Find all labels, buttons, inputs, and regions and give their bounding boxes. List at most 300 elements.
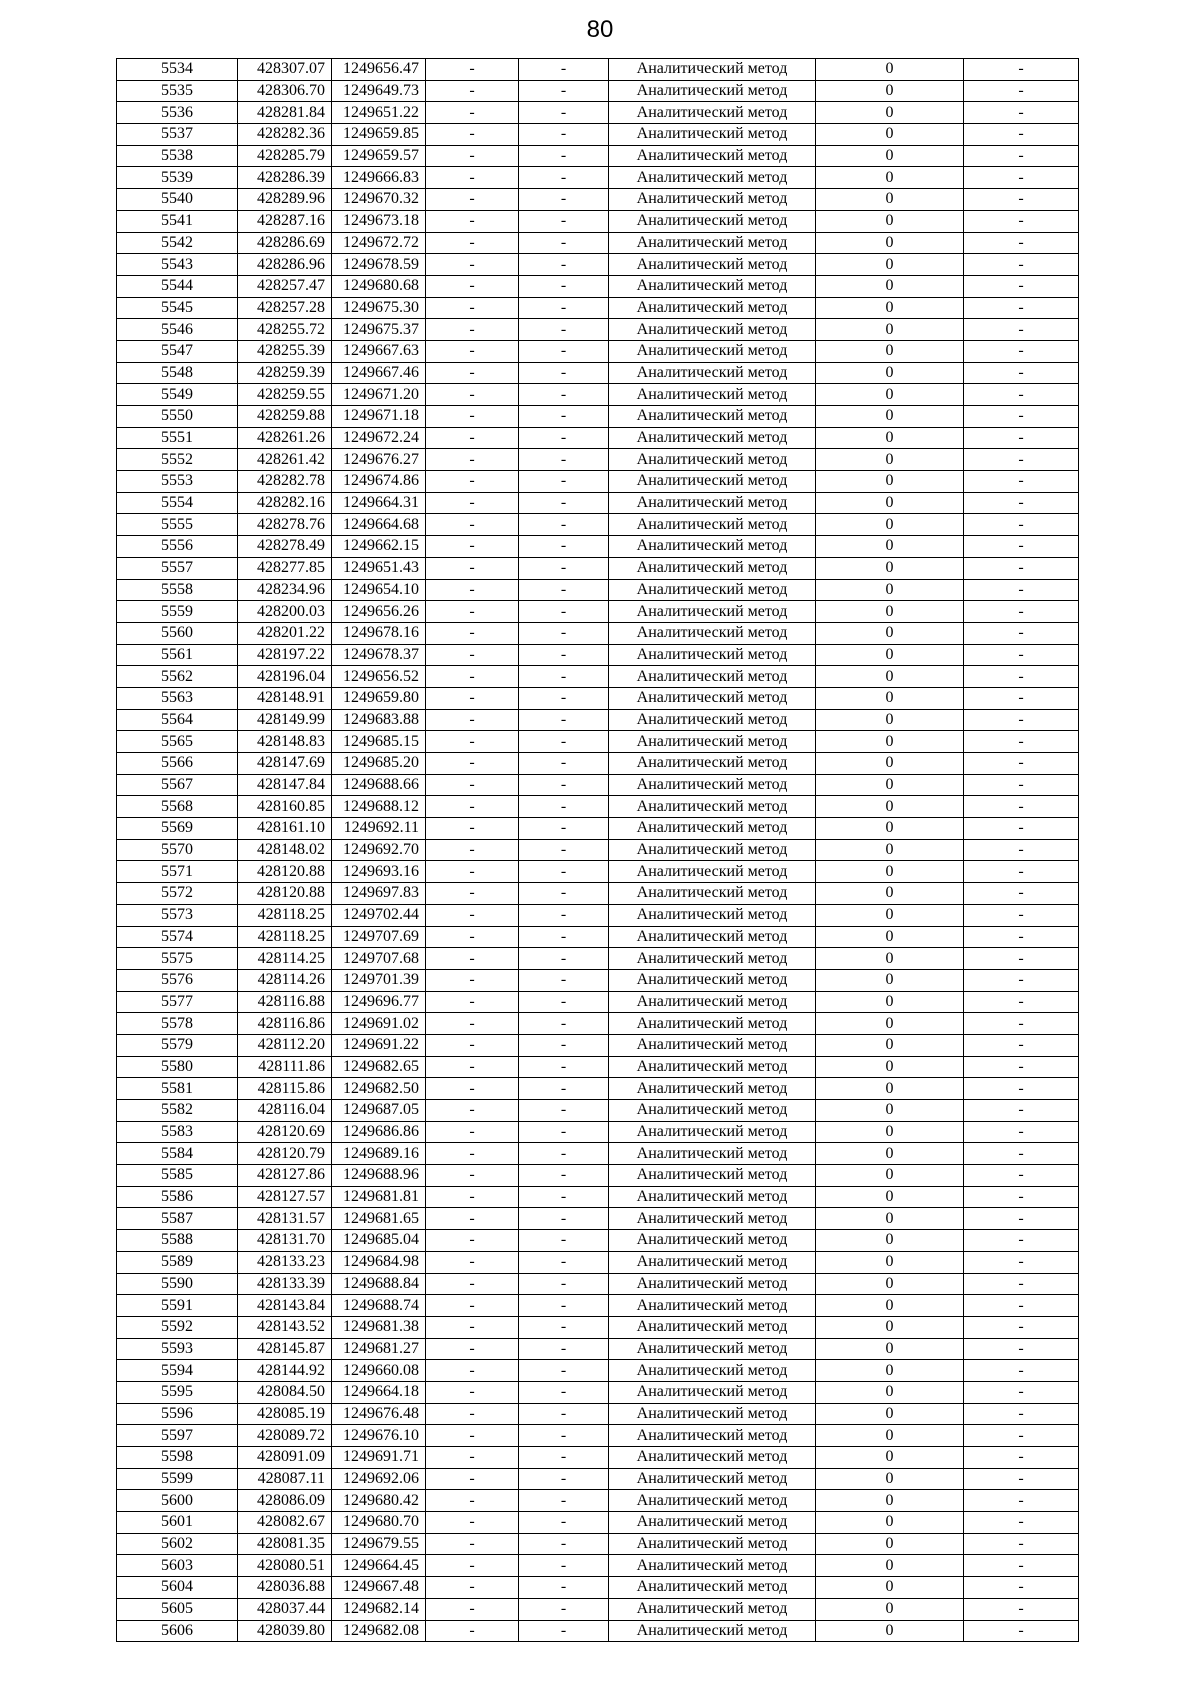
point-number-cell: 5571 xyxy=(117,861,238,883)
y-coordinate-cell: 1249672.24 xyxy=(332,427,426,449)
value-cell: 0 xyxy=(816,1620,964,1642)
method-cell: Аналитический метод xyxy=(609,861,816,883)
dash-cell: - xyxy=(519,687,609,709)
y-coordinate-cell: 1249682.50 xyxy=(332,1078,426,1100)
method-cell: Аналитический метод xyxy=(609,297,816,319)
dash-cell: - xyxy=(426,948,519,970)
table-row xyxy=(117,644,1079,666)
point-number-cell: 5581 xyxy=(117,1078,238,1100)
table-row xyxy=(117,1056,1079,1078)
x-coordinate-cell: 428306.70 xyxy=(238,80,332,102)
dash-cell: - xyxy=(519,1447,609,1469)
dash-cell: - xyxy=(964,709,1079,731)
dash-cell: - xyxy=(519,1165,609,1187)
dash-cell: - xyxy=(964,796,1079,818)
dash-cell: - xyxy=(519,969,609,991)
dash-cell: - xyxy=(519,449,609,471)
dash-cell: - xyxy=(964,1468,1079,1490)
method-cell: Аналитический метод xyxy=(609,904,816,926)
value-cell: 0 xyxy=(816,1468,964,1490)
method-cell: Аналитический метод xyxy=(609,601,816,623)
dash-cell: - xyxy=(964,362,1079,384)
method-cell: Аналитический метод xyxy=(609,1403,816,1425)
value-cell: 0 xyxy=(816,384,964,406)
y-coordinate-cell: 1249685.04 xyxy=(332,1230,426,1252)
method-cell: Аналитический метод xyxy=(609,275,816,297)
x-coordinate-cell: 428259.55 xyxy=(238,384,332,406)
table-row xyxy=(117,687,1079,709)
method-cell: Аналитический метод xyxy=(609,1338,816,1360)
method-cell: Аналитический метод xyxy=(609,1251,816,1273)
dash-cell: - xyxy=(426,1338,519,1360)
method-cell: Аналитический метод xyxy=(609,80,816,102)
y-coordinate-cell: 1249701.39 xyxy=(332,969,426,991)
value-cell: 0 xyxy=(816,1533,964,1555)
dash-cell: - xyxy=(964,1381,1079,1403)
y-coordinate-cell: 1249692.70 xyxy=(332,839,426,861)
dash-cell: - xyxy=(519,1251,609,1273)
value-cell: 0 xyxy=(816,883,964,905)
dash-cell: - xyxy=(519,59,609,81)
table-row xyxy=(117,124,1079,146)
dash-cell: - xyxy=(426,904,519,926)
y-coordinate-cell: 1249660.08 xyxy=(332,1360,426,1382)
dash-cell: - xyxy=(964,883,1079,905)
y-coordinate-cell: 1249676.48 xyxy=(332,1403,426,1425)
point-number-cell: 5594 xyxy=(117,1360,238,1382)
value-cell: 0 xyxy=(816,1034,964,1056)
point-number-cell: 5598 xyxy=(117,1447,238,1469)
y-coordinate-cell: 1249702.44 xyxy=(332,904,426,926)
value-cell: 0 xyxy=(816,991,964,1013)
dash-cell: - xyxy=(426,124,519,146)
y-coordinate-cell: 1249684.98 xyxy=(332,1251,426,1273)
point-number-cell: 5540 xyxy=(117,189,238,211)
point-number-cell: 5591 xyxy=(117,1295,238,1317)
method-cell: Аналитический метод xyxy=(609,167,816,189)
dash-cell: - xyxy=(964,1230,1079,1252)
method-cell: Аналитический метод xyxy=(609,948,816,970)
dash-cell: - xyxy=(519,1121,609,1143)
dash-cell: - xyxy=(964,1316,1079,1338)
method-cell: Аналитический метод xyxy=(609,1447,816,1469)
value-cell: 0 xyxy=(816,1100,964,1122)
dash-cell: - xyxy=(519,124,609,146)
dash-cell: - xyxy=(426,340,519,362)
y-coordinate-cell: 1249682.65 xyxy=(332,1056,426,1078)
dash-cell: - xyxy=(964,666,1079,688)
dash-cell: - xyxy=(519,232,609,254)
x-coordinate-cell: 428086.09 xyxy=(238,1490,332,1512)
point-number-cell: 5572 xyxy=(117,883,238,905)
dash-cell: - xyxy=(426,1165,519,1187)
point-number-cell: 5557 xyxy=(117,557,238,579)
y-coordinate-cell: 1249659.80 xyxy=(332,687,426,709)
value-cell: 0 xyxy=(816,601,964,623)
point-number-cell: 5601 xyxy=(117,1512,238,1534)
method-cell: Аналитический метод xyxy=(609,666,816,688)
x-coordinate-cell: 428257.28 xyxy=(238,297,332,319)
value-cell: 0 xyxy=(816,145,964,167)
method-cell: Аналитический метод xyxy=(609,1208,816,1230)
point-number-cell: 5555 xyxy=(117,514,238,536)
y-coordinate-cell: 1249678.37 xyxy=(332,644,426,666)
point-number-cell: 5602 xyxy=(117,1533,238,1555)
value-cell: 0 xyxy=(816,514,964,536)
dash-cell: - xyxy=(426,1251,519,1273)
value-cell: 0 xyxy=(816,1078,964,1100)
table-row xyxy=(117,1468,1079,1490)
x-coordinate-cell: 428131.57 xyxy=(238,1208,332,1230)
point-number-cell: 5586 xyxy=(117,1186,238,1208)
y-coordinate-cell: 1249686.86 xyxy=(332,1121,426,1143)
method-cell: Аналитический метод xyxy=(609,1078,816,1100)
table-row xyxy=(117,1186,1079,1208)
method-cell: Аналитический метод xyxy=(609,709,816,731)
value-cell: 0 xyxy=(816,254,964,276)
dash-cell: - xyxy=(519,362,609,384)
table-row xyxy=(117,1013,1079,1035)
dash-cell: - xyxy=(964,1490,1079,1512)
x-coordinate-cell: 428148.02 xyxy=(238,839,332,861)
dash-cell: - xyxy=(964,1295,1079,1317)
dash-cell: - xyxy=(426,384,519,406)
table-row xyxy=(117,1598,1079,1620)
table-row xyxy=(117,1447,1079,1469)
value-cell: 0 xyxy=(816,319,964,341)
y-coordinate-cell: 1249681.65 xyxy=(332,1208,426,1230)
x-coordinate-cell: 428037.44 xyxy=(238,1598,332,1620)
value-cell: 0 xyxy=(816,1447,964,1469)
dash-cell: - xyxy=(426,1034,519,1056)
x-coordinate-cell: 428084.50 xyxy=(238,1381,332,1403)
point-number-cell: 5574 xyxy=(117,926,238,948)
x-coordinate-cell: 428148.91 xyxy=(238,687,332,709)
y-coordinate-cell: 1249691.22 xyxy=(332,1034,426,1056)
table-row xyxy=(117,59,1079,81)
value-cell: 0 xyxy=(816,1403,964,1425)
method-cell: Аналитический метод xyxy=(609,557,816,579)
x-coordinate-cell: 428120.79 xyxy=(238,1143,332,1165)
method-cell: Аналитический метод xyxy=(609,991,816,1013)
method-cell: Аналитический метод xyxy=(609,969,816,991)
dash-cell: - xyxy=(426,1143,519,1165)
value-cell: 0 xyxy=(816,102,964,124)
x-coordinate-cell: 428259.39 xyxy=(238,362,332,384)
dash-cell: - xyxy=(964,427,1079,449)
dash-cell: - xyxy=(426,232,519,254)
x-coordinate-cell: 428120.69 xyxy=(238,1121,332,1143)
x-coordinate-cell: 428278.49 xyxy=(238,536,332,558)
dash-cell: - xyxy=(426,275,519,297)
x-coordinate-cell: 428148.83 xyxy=(238,731,332,753)
method-cell: Аналитический метод xyxy=(609,1425,816,1447)
point-number-cell: 5584 xyxy=(117,1143,238,1165)
y-coordinate-cell: 1249670.32 xyxy=(332,189,426,211)
dash-cell: - xyxy=(426,210,519,232)
table-row xyxy=(117,1034,1079,1056)
y-coordinate-cell: 1249687.05 xyxy=(332,1100,426,1122)
table-row xyxy=(117,80,1079,102)
dash-cell: - xyxy=(426,536,519,558)
dash-cell: - xyxy=(964,297,1079,319)
dash-cell: - xyxy=(519,644,609,666)
dash-cell: - xyxy=(519,1381,609,1403)
x-coordinate-cell: 428261.26 xyxy=(238,427,332,449)
x-coordinate-cell: 428200.03 xyxy=(238,601,332,623)
dash-cell: - xyxy=(519,275,609,297)
dash-cell: - xyxy=(964,1577,1079,1599)
method-cell: Аналитический метод xyxy=(609,1577,816,1599)
dash-cell: - xyxy=(964,1273,1079,1295)
value-cell: 0 xyxy=(816,1186,964,1208)
dash-cell: - xyxy=(964,471,1079,493)
table-row xyxy=(117,622,1079,644)
point-number-cell: 5580 xyxy=(117,1056,238,1078)
value-cell: 0 xyxy=(816,774,964,796)
x-coordinate-cell: 428286.96 xyxy=(238,254,332,276)
dash-cell: - xyxy=(426,1121,519,1143)
point-number-cell: 5535 xyxy=(117,80,238,102)
table-row xyxy=(117,709,1079,731)
table-row xyxy=(117,1273,1079,1295)
x-coordinate-cell: 428085.19 xyxy=(238,1403,332,1425)
point-number-cell: 5552 xyxy=(117,449,238,471)
value-cell: 0 xyxy=(816,124,964,146)
table-row xyxy=(117,926,1079,948)
x-coordinate-cell: 428116.86 xyxy=(238,1013,332,1035)
dash-cell: - xyxy=(426,753,519,775)
x-coordinate-cell: 428147.69 xyxy=(238,753,332,775)
table-row xyxy=(117,969,1079,991)
y-coordinate-cell: 1249675.37 xyxy=(332,319,426,341)
point-number-cell: 5543 xyxy=(117,254,238,276)
y-coordinate-cell: 1249656.26 xyxy=(332,601,426,623)
method-cell: Аналитический метод xyxy=(609,644,816,666)
x-coordinate-cell: 428257.47 xyxy=(238,275,332,297)
dash-cell: - xyxy=(964,384,1079,406)
dash-cell: - xyxy=(519,948,609,970)
page-number: 80 xyxy=(586,16,614,43)
dash-cell: - xyxy=(426,1468,519,1490)
point-number-cell: 5547 xyxy=(117,340,238,362)
dash-cell: - xyxy=(426,1425,519,1447)
point-number-cell: 5537 xyxy=(117,124,238,146)
point-number-cell: 5589 xyxy=(117,1251,238,1273)
dash-cell: - xyxy=(519,1295,609,1317)
table-row xyxy=(117,297,1079,319)
dash-cell: - xyxy=(964,948,1079,970)
method-cell: Аналитический метод xyxy=(609,59,816,81)
method-cell: Аналитический метод xyxy=(609,319,816,341)
method-cell: Аналитический метод xyxy=(609,1165,816,1187)
dash-cell: - xyxy=(519,254,609,276)
point-number-cell: 5606 xyxy=(117,1620,238,1642)
x-coordinate-cell: 428133.39 xyxy=(238,1273,332,1295)
point-number-cell: 5564 xyxy=(117,709,238,731)
y-coordinate-cell: 1249682.08 xyxy=(332,1620,426,1642)
dash-cell: - xyxy=(426,883,519,905)
method-cell: Аналитический метод xyxy=(609,818,816,840)
method-cell: Аналитический метод xyxy=(609,1273,816,1295)
dash-cell: - xyxy=(964,1013,1079,1035)
dash-cell: - xyxy=(964,622,1079,644)
method-cell: Аналитический метод xyxy=(609,1533,816,1555)
method-cell: Аналитический метод xyxy=(609,427,816,449)
y-coordinate-cell: 1249676.27 xyxy=(332,449,426,471)
point-number-cell: 5587 xyxy=(117,1208,238,1230)
dash-cell: - xyxy=(964,687,1079,709)
method-cell: Аналитический метод xyxy=(609,883,816,905)
method-cell: Аналитический метод xyxy=(609,362,816,384)
method-cell: Аналитический метод xyxy=(609,1468,816,1490)
dash-cell: - xyxy=(426,471,519,493)
y-coordinate-cell: 1249654.10 xyxy=(332,579,426,601)
y-coordinate-cell: 1249664.68 xyxy=(332,514,426,536)
y-coordinate-cell: 1249666.83 xyxy=(332,167,426,189)
value-cell: 0 xyxy=(816,1598,964,1620)
dash-cell: - xyxy=(519,1056,609,1078)
dash-cell: - xyxy=(519,536,609,558)
dash-cell: - xyxy=(426,1620,519,1642)
point-number-cell: 5595 xyxy=(117,1381,238,1403)
value-cell: 0 xyxy=(816,1295,964,1317)
table-row xyxy=(117,102,1079,124)
method-cell: Аналитический метод xyxy=(609,340,816,362)
y-coordinate-cell: 1249662.15 xyxy=(332,536,426,558)
y-coordinate-cell: 1249680.42 xyxy=(332,1490,426,1512)
dash-cell: - xyxy=(964,1620,1079,1642)
dash-cell: - xyxy=(426,1598,519,1620)
dash-cell: - xyxy=(964,275,1079,297)
value-cell: 0 xyxy=(816,449,964,471)
dash-cell: - xyxy=(519,926,609,948)
dash-cell: - xyxy=(426,1381,519,1403)
table-row xyxy=(117,1490,1079,1512)
x-coordinate-cell: 428282.78 xyxy=(238,471,332,493)
point-number-cell: 5542 xyxy=(117,232,238,254)
dash-cell: - xyxy=(426,601,519,623)
x-coordinate-cell: 428127.86 xyxy=(238,1165,332,1187)
x-coordinate-cell: 428089.72 xyxy=(238,1425,332,1447)
table-row xyxy=(117,883,1079,905)
table-row xyxy=(117,991,1079,1013)
value-cell: 0 xyxy=(816,839,964,861)
y-coordinate-cell: 1249651.43 xyxy=(332,557,426,579)
y-coordinate-cell: 1249672.72 xyxy=(332,232,426,254)
dash-cell: - xyxy=(519,471,609,493)
point-number-cell: 5549 xyxy=(117,384,238,406)
dash-cell: - xyxy=(426,1078,519,1100)
point-number-cell: 5561 xyxy=(117,644,238,666)
dash-cell: - xyxy=(964,406,1079,428)
method-cell: Аналитический метод xyxy=(609,753,816,775)
point-number-cell: 5604 xyxy=(117,1577,238,1599)
dash-cell: - xyxy=(426,1403,519,1425)
dash-cell: - xyxy=(426,1013,519,1035)
coordinates-table xyxy=(116,58,1079,1642)
table-row xyxy=(117,1295,1079,1317)
x-coordinate-cell: 428197.22 xyxy=(238,644,332,666)
x-coordinate-cell: 428120.88 xyxy=(238,883,332,905)
table-row xyxy=(117,579,1079,601)
method-cell: Аналитический метод xyxy=(609,1316,816,1338)
dash-cell: - xyxy=(519,1360,609,1382)
x-coordinate-cell: 428149.99 xyxy=(238,709,332,731)
y-coordinate-cell: 1249667.46 xyxy=(332,362,426,384)
table-row xyxy=(117,384,1079,406)
value-cell: 0 xyxy=(816,753,964,775)
table-row xyxy=(117,601,1079,623)
dash-cell: - xyxy=(519,1208,609,1230)
dash-cell: - xyxy=(964,1338,1079,1360)
dash-cell: - xyxy=(519,1577,609,1599)
method-cell: Аналитический метод xyxy=(609,1013,816,1035)
dash-cell: - xyxy=(426,1490,519,1512)
table-row xyxy=(117,471,1079,493)
point-number-cell: 5590 xyxy=(117,1273,238,1295)
method-cell: Аналитический метод xyxy=(609,1295,816,1317)
table-row xyxy=(117,492,1079,514)
y-coordinate-cell: 1249688.66 xyxy=(332,774,426,796)
value-cell: 0 xyxy=(816,536,964,558)
dash-cell: - xyxy=(426,1577,519,1599)
y-coordinate-cell: 1249664.45 xyxy=(332,1555,426,1577)
value-cell: 0 xyxy=(816,948,964,970)
dash-cell: - xyxy=(426,145,519,167)
dash-cell: - xyxy=(519,1425,609,1447)
dash-cell: - xyxy=(964,818,1079,840)
dash-cell: - xyxy=(964,601,1079,623)
dash-cell: - xyxy=(964,1078,1079,1100)
point-number-cell: 5559 xyxy=(117,601,238,623)
y-coordinate-cell: 1249692.11 xyxy=(332,818,426,840)
dash-cell: - xyxy=(964,145,1079,167)
dash-cell: - xyxy=(519,601,609,623)
dash-cell: - xyxy=(426,1512,519,1534)
dash-cell: - xyxy=(964,124,1079,146)
dash-cell: - xyxy=(964,1598,1079,1620)
value-cell: 0 xyxy=(816,1555,964,1577)
table-row xyxy=(117,145,1079,167)
table-row xyxy=(117,1251,1079,1273)
table-row xyxy=(117,1100,1079,1122)
table-row xyxy=(117,557,1079,579)
method-cell: Аналитический метод xyxy=(609,1598,816,1620)
value-cell: 0 xyxy=(816,1121,964,1143)
point-number-cell: 5563 xyxy=(117,687,238,709)
point-number-cell: 5576 xyxy=(117,969,238,991)
table-row xyxy=(117,904,1079,926)
dash-cell: - xyxy=(519,991,609,1013)
dash-cell: - xyxy=(964,1100,1079,1122)
y-coordinate-cell: 1249688.12 xyxy=(332,796,426,818)
dash-cell: - xyxy=(964,536,1079,558)
dash-cell: - xyxy=(519,774,609,796)
y-coordinate-cell: 1249680.68 xyxy=(332,275,426,297)
value-cell: 0 xyxy=(816,1360,964,1382)
point-number-cell: 5560 xyxy=(117,622,238,644)
value-cell: 0 xyxy=(816,1273,964,1295)
value-cell: 0 xyxy=(816,80,964,102)
point-number-cell: 5550 xyxy=(117,406,238,428)
y-coordinate-cell: 1249667.63 xyxy=(332,340,426,362)
table-row xyxy=(117,818,1079,840)
value-cell: 0 xyxy=(816,471,964,493)
dash-cell: - xyxy=(426,297,519,319)
dash-cell: - xyxy=(426,189,519,211)
dash-cell: - xyxy=(426,254,519,276)
